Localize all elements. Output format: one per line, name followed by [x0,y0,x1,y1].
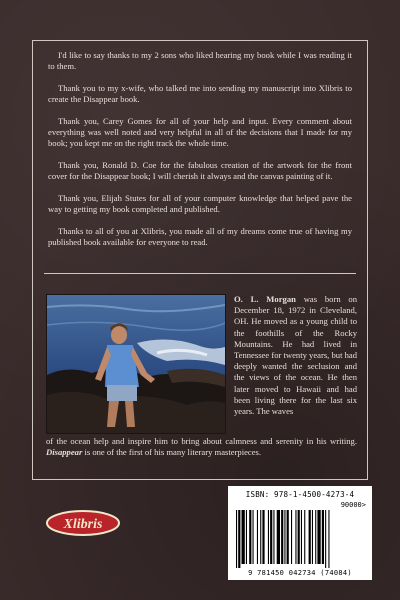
bio-wide [46,436,357,458]
barcode-bar [242,510,245,564]
author-name: O. L. Morgan [234,294,296,304]
barcode-bar [268,510,269,564]
barcode-bar [301,510,302,564]
barcode-bar [325,510,326,568]
ack-paragraph: Thank you to my x-wife, who talked me into sending my manuscript into Xlibris to create the Disappear book. [48,83,352,105]
bio-text: was born on December 18, 1972 in Cleveland, OH. He moved as a young child to the foothills of the Rocky Mountains. He had lived in Tennessee for twenty years, but had deeply wanted the seclusion and the views of the ocean. He then later moved to Hawaii and had been living there for the last six years. The waves [234,294,358,417]
bio-text-continued: of the ocean help and inspire him to bring about calmness and serenity in his writing. [46,436,357,446]
barcode-bar [312,510,313,564]
barcode-bar [277,510,280,564]
barcode-bar [257,510,258,564]
ack-paragraph: I'd like to say thanks to my 2 sons who liked hearing my book while I was reading it to them. [48,50,352,72]
price-code: 90000> [340,501,366,509]
barcode-bar [246,510,247,564]
barcode-bars [234,510,366,568]
barcode-digits: 9 781450 042734 (74084) [248,569,352,577]
barcode-bar [249,510,251,564]
barcode-bar [273,510,274,564]
divider [44,273,356,274]
ack-paragraph: Thank you, Ronald D. Coe for the fabulous creation of the artwork for the front cover for the Disappear book; I will cherish it always and the canvas painting of it. [48,160,352,182]
xlibris-logo [46,510,120,536]
barcode-bar [238,510,240,568]
barcode-bar [270,510,272,564]
barcode-bar [281,510,283,564]
barcode-bar [253,510,254,564]
ack-paragraph: Thank you, Carey Gomes for all of your help and input. Every comment about everything was well noted and very helpful in all of the decisions that I made for my book; you kept me on the right track the whole time. [48,116,352,149]
barcode-bar [317,510,320,564]
barcode-bar [284,510,285,564]
barcode-bar [287,510,289,564]
barcode-bar [304,510,305,564]
barcode-bar [322,510,324,564]
isbn-label: ISBN: 978-1-4500-4273-4 [245,490,355,499]
barcode-bar [262,510,264,564]
author-photo [46,294,226,434]
barcode-bar [328,510,329,568]
barcode-bar [236,510,237,568]
barcode-bar [260,510,261,564]
acknowledgments [48,50,352,259]
bio-closing: is one of the first of his many literary masterpieces. [84,447,262,458]
barcode-bar [315,510,316,564]
logo-text: Xlibris [63,517,103,532]
ack-paragraph: Thank you, Elijah Stutes for all of your computer knowledge that helped pave the way to getting my book completed and published. [48,193,352,215]
barcode-bar [295,510,296,564]
bio-side [234,294,357,417]
barcode-bar [309,510,311,564]
barcode [228,486,372,580]
barcode-bar [298,510,300,564]
book-title: Disappear [46,447,83,458]
barcode-bar [291,510,292,564]
ack-paragraph: Thanks to all of you at Xlibris, you made all of my dreams come true of having my published book available for everyone to read. [48,226,352,248]
